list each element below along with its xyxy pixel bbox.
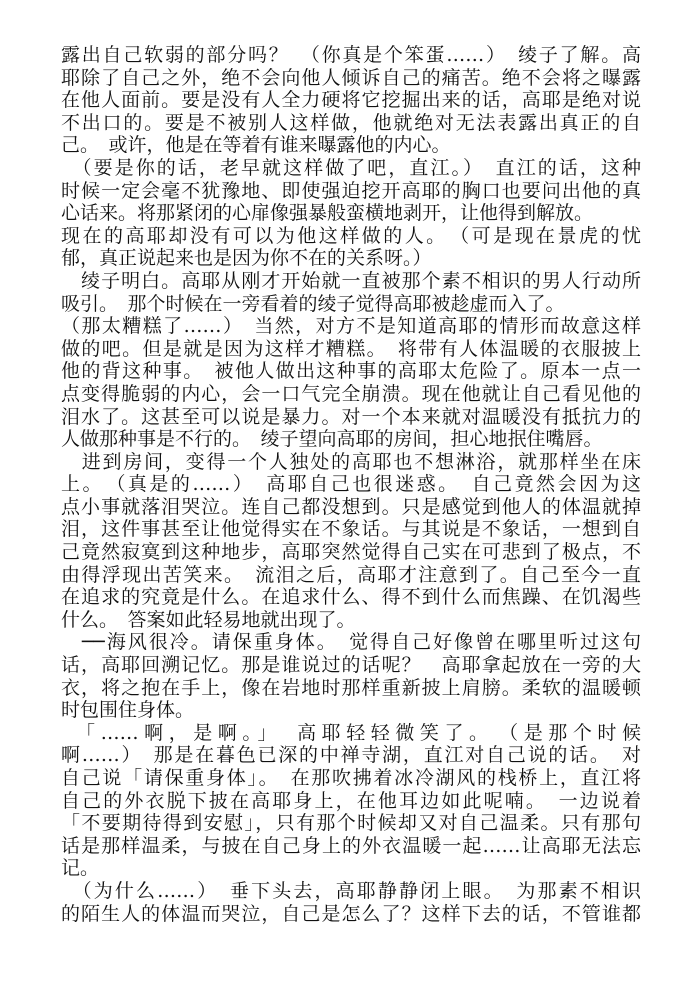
text-line: 耶除了自己之外，绝不会向他人倾诉自己的痛苦。绝不会将之曝露: [61, 66, 641, 89]
text-line: （要是你的话，老早就这样做了吧，直江。） 直江的话，这种: [61, 156, 641, 179]
text-line: 自己的外衣脱下披在高耶身上，在他耳边如此呢喃。 一边说着: [61, 789, 641, 812]
text-line: 话是那样温柔，与披在自己身上的外衣温暖一起……让高耶无法忘: [61, 834, 641, 857]
text-line: 人做那种事是不行的。 绫子望向高耶的房间，担心地抿住嘴唇。: [61, 428, 603, 451]
text-line: （那太糟糕了……） 当然，对方不是知道高耶的情形而故意这样: [61, 315, 641, 338]
text-line: 泪水了。这甚至可以说是暴力。对一个本来就对温暖没有抵抗力的: [61, 405, 641, 428]
text-line: 做的吧。但是就是因为这样才糟糕。 将带有人体温暖的衣服披上: [61, 337, 641, 360]
text-line: 记。: [61, 857, 100, 880]
text-line: 「……啊，是啊。」 高耶轻轻微笑了。 （是那个时候: [61, 721, 641, 744]
text-line: 话，高耶回溯记忆。那是谁说过的话呢？ 高耶拿起放在一旁的大: [61, 654, 641, 677]
document-page: [61, 44, 641, 925]
text-line: 己竟然寂寞到这种地步，高耶突然觉得自己实在可悲到了极点，不: [61, 541, 641, 564]
text-line: 「不要期待得到安慰」，只有那个时候却又对自己温柔。只有那句: [61, 812, 641, 835]
text-line: 绫子明白。高耶从刚才开始就一直被那个素不相识的男人行动所: [61, 269, 641, 292]
text-line: 吸引。 那个时候在一旁看着的绫子觉得高耶被趁虚而入了。: [61, 292, 565, 315]
text-line: 己。 或许，他是在等着有谁来曝露他的内心。: [61, 134, 451, 157]
text-line: 他的背这种事。 被他人做出这种事的高耶太危险了。原本一点一: [61, 360, 641, 383]
text-line: 上。 （真是的……） 高耶自己也很迷惑。 自己竟然会因为这: [61, 473, 641, 496]
text-line: 点变得脆弱的内心，会一口气完全崩溃。现在他就让自己看见他的: [61, 382, 641, 405]
text-line: 衣，将之抱在手上，像在岩地时那样重新披上肩膀。柔软的温暖顿: [61, 676, 641, 699]
text-line: 啊……） 那是在暮色已深的中禅寺湖，直江对自己说的话。 对: [61, 744, 641, 767]
text-line: 现在的高耶却没有可以为他这样做的人。 （可是现在景虎的忧: [61, 224, 641, 247]
text-line: 点小事就落泪哭泣。连自己都没想到。只是感觉到他人的体温就掉: [61, 495, 641, 518]
text-line: 自己说「请保重身体」。 在那吹拂着冰冷湖风的栈桥上，直江将: [61, 767, 641, 789]
text-line: 什么。 答案如此轻易地就出现了。: [61, 608, 356, 631]
text-line: 由得浮现出苦笑来。 流泪之后，高耶才注意到了。自己至今一直: [61, 563, 641, 586]
text-line: 在他人面前。要是没有人全力硬将它挖掘出来的话，高耶是绝对说: [61, 89, 641, 112]
text-line: 泪，这件事甚至让他觉得实在不象话。与其说是不象话，一想到自: [61, 518, 641, 541]
text-line: 时包围住身体。: [61, 699, 195, 722]
text-line: 的陌生人的体温而哭泣，自己是怎么了？这样下去的话，不管谁都: [61, 902, 641, 925]
text-line: （为什么……） 垂下头去，高耶静静闭上眼。 为那素不相识: [61, 879, 641, 902]
text-line: 时候一定会毫不犹豫地、即使强迫挖开高耶的胸口也要问出他的真: [61, 179, 641, 202]
text-line: 进到房间，变得一个人独处的高耶也不想淋浴，就那样坐在床: [61, 450, 641, 473]
text-line: 不出口的。要是不被别人这样做，他就绝对无法表露出真正的自: [61, 111, 641, 134]
text-line: ──海风很冷。请保重身体。 觉得自己好像曾在哪里听过这句: [61, 631, 641, 654]
text-line: 在追求的究竟是什么。在追求什么、得不到什么而焦躁、在饥渴些: [61, 586, 641, 609]
text-line: 郁，真正说起来也是因为你不在的关系呀。）: [61, 247, 432, 270]
text-line: 心话来。将那紧闭的心扉像强暴般蛮横地剥开，让他得到解放。: [61, 202, 594, 225]
text-line: 露出自己软弱的部分吗？ （你真是个笨蛋……） 绫子了解。高: [61, 44, 641, 66]
